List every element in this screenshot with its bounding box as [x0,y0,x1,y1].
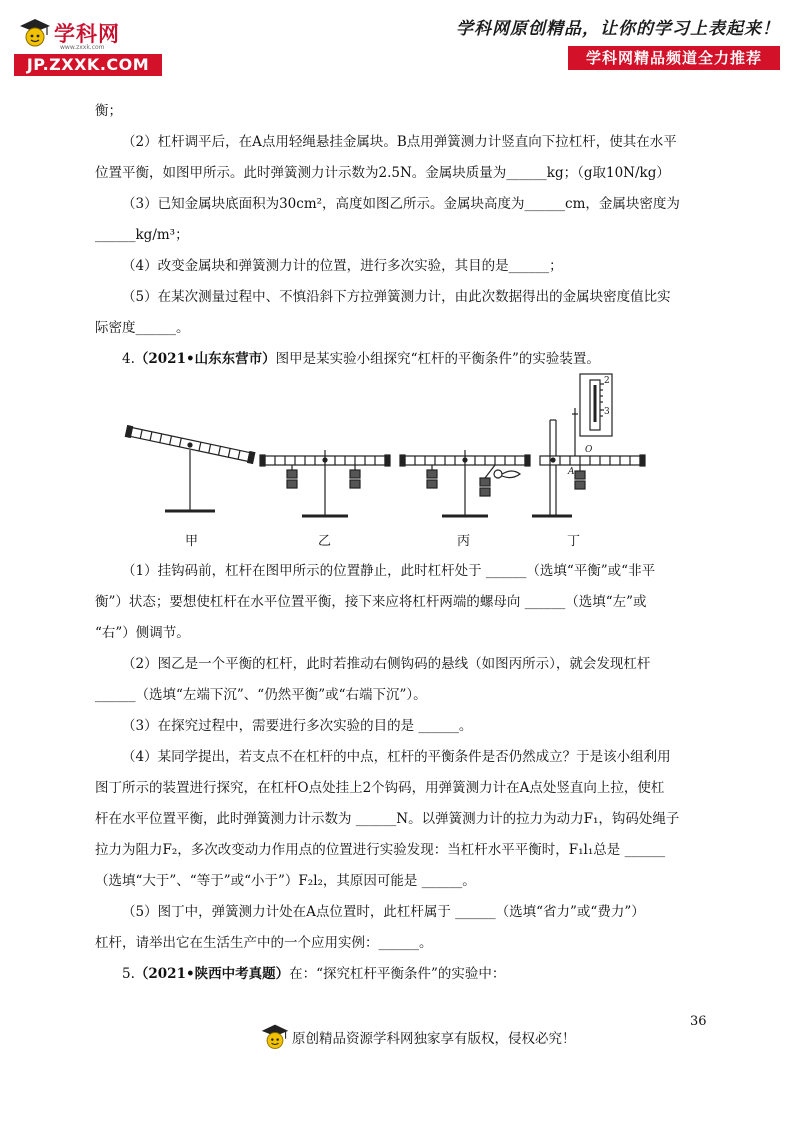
caption-jia: 甲 [185,534,199,549]
scale-label-3: 3 [604,407,610,417]
question-stem: 图甲是某实验小组探究“杠杆的平衡条件”的实验装置。 [275,351,600,367]
question-number: 4. [122,351,135,367]
lever-experiment-figure [120,370,650,550]
lever-diagram [120,370,650,550]
text-line: （3）在探究过程中，需要进行多次实验的目的是 ______。 [122,718,473,734]
page-header [0,0,800,90]
text-line: （1）挂钩码前，杠杆在图甲所示的位置静止，此时杠杆处于 ______（选填“平衡”或“非平 [122,563,656,579]
graduation-mascot-icon [18,16,52,50]
question-number: 5. [122,966,135,982]
header-channel-badge: 学科网精品频道全力推荐 [568,46,780,70]
question-4-body [95,556,707,990]
text-line: 杆在水平位置平衡，此时弹簧测力计示数为 ______N。以弹簧测力计的拉力为动力F₁，钩码处绳子 [95,811,680,827]
text-line: （5）图丁中，弹簧测力计处在A点位置时，此杠杆属于 ______（选填“省力”或“费力”） [122,904,645,920]
question-stem: 在：“探究杠杆平衡条件”的实验中： [289,966,506,982]
text-line: （5）在某次测量过程中、不慎沿斜下方拉弹簧测力计，由此次数据得出的金属块密度值比实 [122,289,671,305]
page-number: 36 [690,1014,707,1029]
scale-label-2: 2 [604,376,610,386]
header-slogan: 学科网原创精品，让你的学习上表起来！ [456,19,780,39]
caption-ding: 丁 [567,534,581,549]
caption-yi: 乙 [318,534,332,549]
text-line: 杠杆，请举出它在生活生产中的一个应用实例：______。 [95,935,433,951]
text-line: 衡； [95,103,122,119]
text-line: 拉力为阻力F₂，多次改变动力作用点的位置进行实验发现：当杠杆水平平衡时，F₁l₁总是 ______ [95,842,666,858]
point-label-o: O [585,445,593,455]
text-line: 位置平衡，如图甲所示。此时弹簧测力计示数为2.5N。金属块质量为______kg；（g取10N/kg） [95,165,670,181]
text-line: 际密度______。 [95,320,190,336]
zxxk-logo[interactable] [14,14,164,76]
point-label-a: A [568,467,575,477]
caption-bing: 丙 [457,534,471,549]
question-source: （2021•山东东营市） [134,351,276,367]
copyright-notice: 原创精品资源学科网独家享有版权，侵权必究！ [292,1031,576,1047]
text-line: （2）杠杆调平后，在A点用轻绳悬挂金属块。B点用弹簧测力计竖直向下拉杠杆，使其在水平 [122,134,677,150]
text-line: （3）已知金属块底面积为30cm²，高度如图乙所示。金属块高度为______cm，金属块密度为 [122,196,680,212]
logo-domain: JP.ZXXK.COM [14,54,162,76]
logo-name: 学科网 [54,22,120,46]
text-line: （4）某同学提出，若支点不在杠杆的中点，杠杆的平衡条件是否仍然成立？于是该小组利用 [122,749,671,765]
graduation-mascot-icon [260,1022,290,1052]
text-line: （4）改变金属块和弹簧测力计的位置，进行多次实验，其目的是______； [122,258,563,274]
text-line: “右”）侧调节。 [95,625,190,641]
text-line: 衡”）状态；要想使杠杆在水平位置平衡，接下来应将杠杆两端的螺母向 ______（选填“左”或 [95,594,647,610]
question-source: （2021•陕西中考真题） [134,966,290,982]
text-line: （选填“大于”、“等于”或“小于”）F₂l₂，其原因可能是 ______。 [95,873,476,889]
text-line: ______（选填“左端下沉”、“仍然平衡”或“右端下沉”）。 [95,687,427,703]
text-line: ______kg/m³； [95,227,189,243]
logo-url: www.zxxk.com [60,44,105,51]
apparatus-ding [532,374,645,516]
apparatus-bing [400,450,530,516]
page-footer [260,1022,576,1052]
text-line: （2）图乙是一个平衡的杠杆，此时若推动右侧钩码的悬线（如图丙所示），就会发现杠杆 [122,656,651,672]
text-line: 图丁所示的装置进行探究，在杠杆O点处挂上2个钩码，用弹簧测力计在A点处竖直向上拉，使杠 [95,780,665,796]
apparatus-jia [125,426,254,511]
question-content [95,96,707,375]
apparatus-yi [260,450,390,516]
question-5-heading [95,959,707,990]
